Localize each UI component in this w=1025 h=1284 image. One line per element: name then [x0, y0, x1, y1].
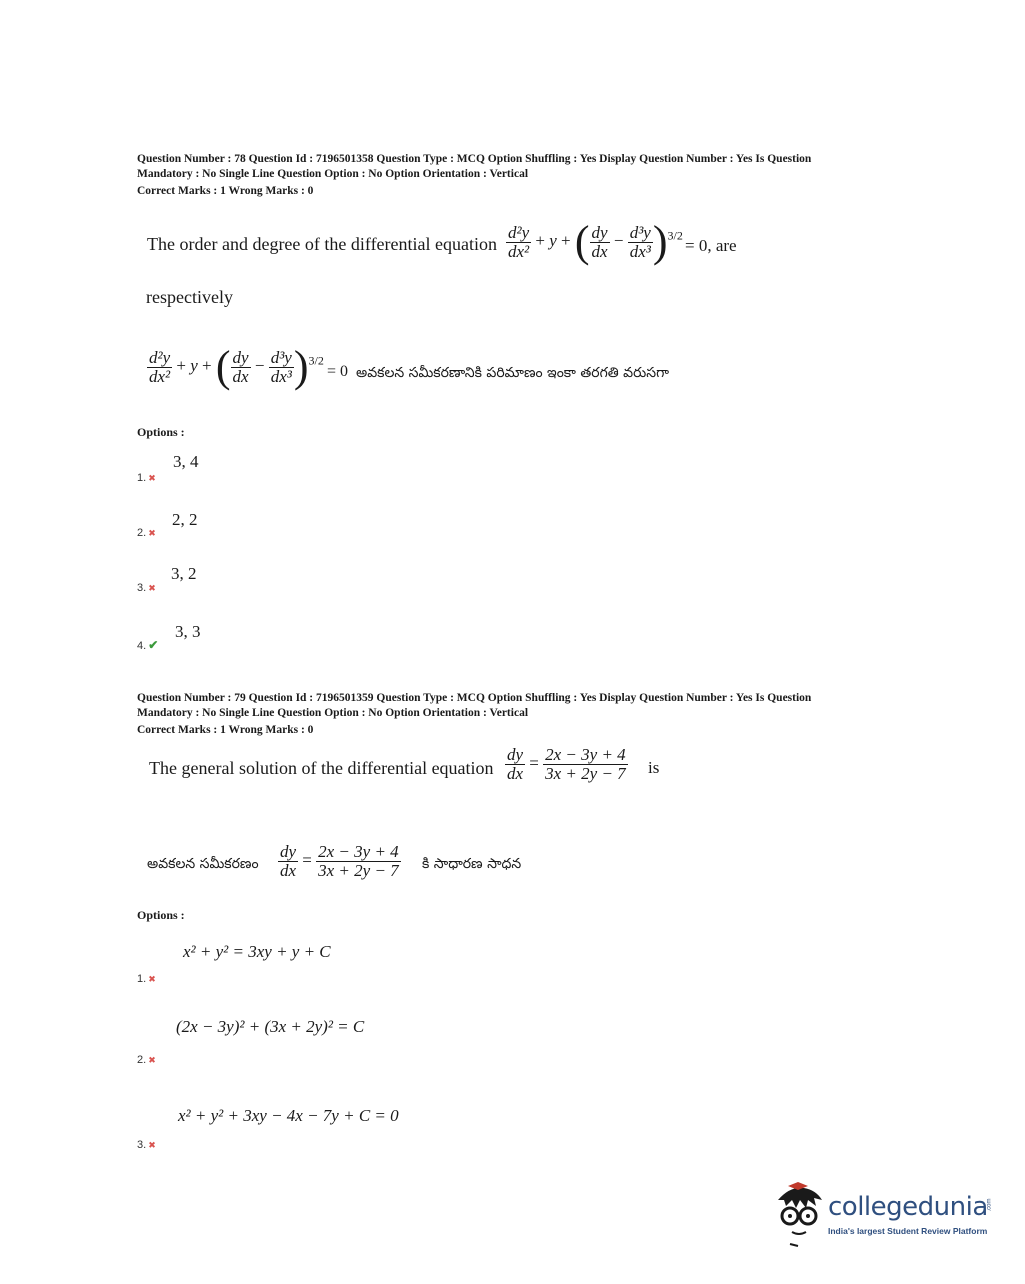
q79-meta-line1: Question Number : 79 Question Id : 7196501359 Question Type : MCQ Option Shuffling : Yes Display Question Number : Yes Is Question [137, 692, 812, 704]
q78-options-label: Options : [137, 425, 185, 439]
q78-meta-line2: Mandatory : No Single Line Question Option : No Option Orientation : Vertical [137, 168, 529, 180]
q79-meta [137, 691, 877, 738]
q78-question-telugu: అవకలన సమీకరణానికి పరిమాణం ఇంకా తరగతి వరుసగా [356, 365, 669, 381]
logo-suffix: .com [986, 1198, 993, 1212]
q79-equation-en: $\frac{dy}{dx}$ = $\frac{2x - 3y + 4}{3x + 2y - 7}$ [507, 745, 626, 783]
q79-option-2-text[interactable]: (2x − 3y)² + (3x + 2y)² = C [176, 1017, 365, 1036]
q78-question-tail: = 0, are [685, 236, 737, 255]
q78-option-3-text[interactable]: 3, 2 [171, 564, 197, 583]
logo-wordmark: collegedunia [828, 1192, 988, 1222]
wrong-mark-icon: ✖ [148, 528, 156, 538]
q79-meta-line3: Correct Marks : 1 Wrong Marks : 0 [137, 724, 314, 736]
q79-question-tail: is [648, 758, 660, 777]
q79-option-3-text[interactable]: x² + y² + 3xy − 4x − 7y + C = 0 [178, 1106, 399, 1125]
q79-option-1-number: 1. ✖ [137, 973, 156, 985]
q79-question-telugu-lead: అవకలన సమీకరణం [147, 856, 259, 872]
wrong-mark-icon: ✖ [148, 583, 156, 593]
q78-question-respectively: respectively [146, 287, 233, 307]
q79-meta-line2: Mandatory : No Single Line Question Option : No Option Orientation : Vertical [137, 707, 529, 719]
mascot-icon [770, 1180, 826, 1250]
q78-question-lead: The order and degree of the differential equation [147, 234, 498, 254]
q79-equation-te: $\frac{dy}{dx}$ = $\frac{2x - 3y + 4}{3x + 2y - 7}$ [280, 842, 399, 880]
q79-question-lead: The general solution of the differential equation [149, 758, 494, 778]
q78-meta [137, 152, 877, 199]
q79-question-telugu-tail: కి సాధారణ సాధన [422, 856, 522, 872]
q78-option-4-number: 4. ✔ [137, 638, 159, 652]
q78-dy-dx: $\frac{dy}{dx}$ [591, 222, 608, 261]
q78-plus-y: + y + [535, 230, 571, 250]
q79-options-label: Options : [137, 908, 185, 922]
logo-tagline: India's largest Student Review Platform [828, 1226, 988, 1236]
q78-equation-te: $\frac{\text{d²y}}{\text{dx²}}$ + y + ( $\frac{dy}{dx}$ − $\frac{\text{d³y}}{\text{dx³}}$ )$^{3/2}$ [149, 342, 324, 391]
wrong-mark-icon: ✖ [148, 1140, 156, 1150]
q79-option-1-text[interactable]: x² + y² = 3xy + y + C [183, 942, 331, 961]
collegedunia-logo[interactable] [770, 1180, 1000, 1250]
q78-eq-equals: = 0 [327, 363, 349, 380]
q78-d3y-dx3: $\frac{\text{d³y}}{\text{dx³}}$ [629, 222, 651, 261]
q78-question-text [147, 234, 497, 255]
q78-option-1-number: 1. ✖ [137, 472, 156, 484]
q78-option-4-text[interactable]: 3, 3 [175, 622, 201, 641]
q78-option-1-text[interactable]: 3, 4 [173, 452, 199, 471]
wrong-mark-icon: ✖ [148, 1055, 156, 1065]
q79-option-3-number: 3. ✖ [137, 1139, 156, 1151]
q78-option-2-text[interactable]: 2, 2 [172, 510, 198, 529]
q79-option-2-number: 2. ✖ [137, 1054, 156, 1066]
q78-option-3-number: 3. ✖ [137, 582, 156, 594]
q78-meta-line1: Question Number : 78 Question Id : 7196501358 Question Type : MCQ Option Shuffling : Yes Display Question Number : Yes Is Question [137, 153, 812, 165]
q78-equation-en: $\frac{\text{d²y}}{\text{dx²}}$ + y + ( $\frac{dy}{dx}$ − $\frac{\text{d³y}}{\text{dx³}}$ )$^{3/2}$ [508, 217, 683, 266]
wrong-mark-icon: ✖ [148, 473, 156, 483]
q78-option-2-number: 2. ✖ [137, 527, 156, 539]
correct-check-icon: ✔ [148, 638, 159, 652]
q78-d2y-dx2: $\frac{\text{d²y}}{\text{dx²}}$ [508, 222, 530, 261]
q78-meta-line3: Correct Marks : 1 Wrong Marks : 0 [137, 185, 314, 197]
wrong-mark-icon: ✖ [148, 974, 156, 984]
